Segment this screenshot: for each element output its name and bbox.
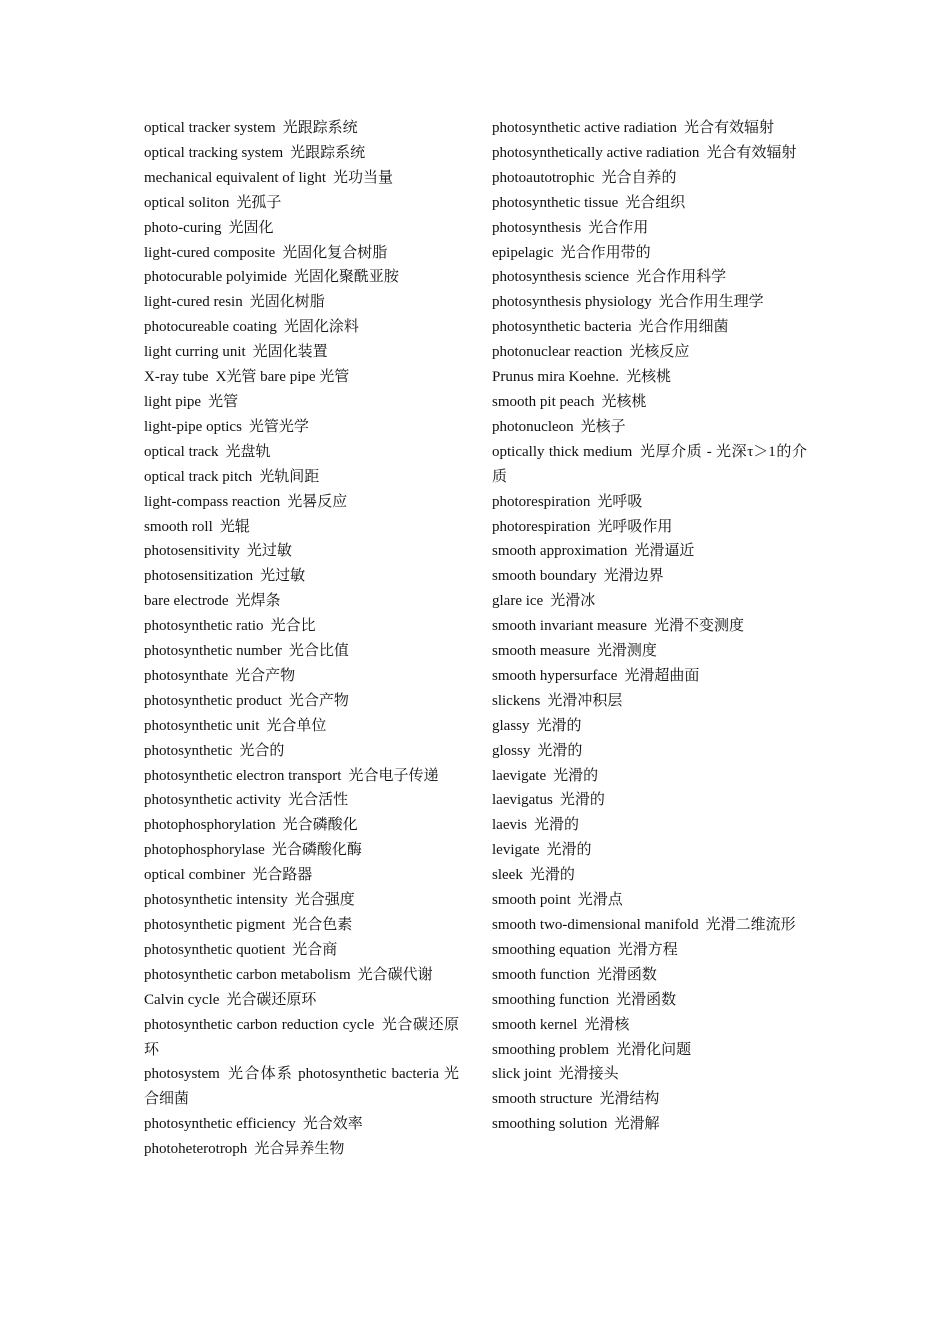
english-term: smooth kernel: [492, 1016, 578, 1033]
english-term: light-pipe optics: [144, 418, 242, 435]
chinese-term: 光合有效辐射: [706, 144, 797, 161]
chinese-term: 光滑的: [553, 767, 599, 784]
english-term: bare electrode: [144, 593, 229, 610]
glossary-entry: [144, 564, 459, 589]
english-term: photosynthate: [144, 667, 229, 684]
chinese-term: 光合自养的: [601, 169, 677, 186]
chinese-term: 光管光学: [248, 418, 309, 435]
english-term: light-cured composite: [144, 244, 276, 261]
chinese-term: 光合商: [292, 941, 338, 958]
english-term: smooth function: [492, 966, 590, 983]
english-term: light-cured resin: [144, 294, 243, 311]
glossary-entry: [144, 1112, 459, 1137]
english-term: photonuclear reaction: [492, 344, 623, 361]
chinese-term: 光滑的: [534, 817, 580, 834]
english-term: smooth pit peach: [492, 393, 595, 410]
chinese-term: 光固化涂料: [283, 319, 359, 336]
chinese-term: 光滑二维流形: [705, 917, 796, 933]
chinese-term: 光合作用生理学: [658, 294, 764, 311]
english-term: photosynthetic ratio: [144, 618, 264, 635]
glossary-entry: [144, 714, 459, 739]
glossary-entry: [492, 739, 807, 764]
glossary-entry: [144, 938, 459, 963]
english-term: smooth approximation: [492, 543, 628, 560]
chinese-term: 光合作用科学: [636, 269, 727, 286]
glossary-entry: [492, 714, 807, 739]
english-term: Calvin cycle: [144, 991, 220, 1008]
glossary-entry: [144, 141, 459, 166]
chinese-term: 光滑化问题: [616, 1041, 692, 1058]
glossary-entry: [144, 440, 459, 465]
chinese-term: 光固化复合树脂: [282, 244, 388, 261]
chinese-term: 光合产物: [288, 692, 349, 709]
chinese-term: 光滑方程: [617, 941, 678, 958]
glossary-entry: [492, 1013, 807, 1038]
glossary-entry: [492, 440, 807, 490]
english-term: photosynthetic number: [144, 643, 282, 660]
english-term: photosynthetic carbon reduction cycle: [144, 1016, 375, 1033]
english-term: smoothing problem: [492, 1041, 610, 1058]
glossary-entry: [492, 539, 807, 564]
chinese-term: 光合碳还原环: [226, 991, 317, 1008]
glossary-entry: [144, 539, 459, 564]
english-term: Prunus mira Koehne.: [492, 369, 620, 386]
english-term: smooth roll: [144, 518, 213, 535]
chinese-term: 光固化装置: [252, 344, 328, 361]
chinese-term: 光滑点: [577, 892, 623, 909]
glossary-entry: [492, 788, 807, 813]
glossary-entry: [144, 838, 459, 863]
chinese-term: 光滑函数: [616, 991, 677, 1008]
chinese-term: 光滑核: [584, 1016, 630, 1033]
english-term: levigate: [492, 842, 540, 859]
english-term: photosynthetic efficiency: [144, 1116, 296, 1133]
chinese-term: 光滑接头: [558, 1066, 619, 1083]
glossary-entry: [144, 764, 459, 789]
glossary-entry: [144, 415, 459, 440]
english-term: optical track pitch: [144, 468, 253, 485]
glossary-entry: [492, 1087, 807, 1112]
english-term: photoautotrophic: [492, 169, 595, 186]
chinese-term: 光合作用: [588, 219, 649, 236]
glossary-entry: [492, 963, 807, 988]
glossary-entry: [144, 1137, 459, 1162]
chinese-term: 光合比值: [288, 643, 349, 660]
english-term: photosynthetic pigment: [144, 917, 286, 933]
english-term: smooth hypersurface: [492, 667, 618, 684]
glossary-entry: [144, 813, 459, 838]
chinese-term: 光辊: [219, 518, 250, 535]
english-term: photorespiration: [492, 493, 591, 510]
english-term: glossy: [492, 742, 531, 759]
english-term: photosynthetic: [144, 742, 233, 759]
english-term: optically thick medium: [492, 443, 633, 460]
english-term: light-compass reaction: [144, 493, 281, 510]
glossary-entry: [492, 589, 807, 614]
chinese-term: 光合组织: [625, 194, 686, 211]
glossary-entry: [492, 265, 807, 290]
english-term: photosynthesis science: [492, 269, 630, 286]
glossary-entry: [144, 265, 459, 290]
chinese-term: 光滑的: [537, 742, 583, 759]
glossary-entry: [144, 340, 459, 365]
chinese-term: 光固化树脂: [249, 294, 325, 311]
glossary-entry: [492, 639, 807, 664]
english-term: smooth boundary: [492, 568, 597, 585]
english-term: smooth invariant measure: [492, 618, 647, 635]
chinese-term: 光核子: [580, 418, 626, 435]
english-term: photophosphorylation: [144, 817, 276, 834]
english-term: photosynthetic product: [144, 692, 282, 709]
chinese-term: 光合产物: [235, 667, 296, 684]
english-term: light curring unit: [144, 344, 246, 361]
english-term: sleek: [492, 867, 523, 884]
glossary-entry: [144, 290, 459, 315]
chinese-term: 光呼吸: [597, 493, 643, 510]
chinese-term: 光核桃: [626, 369, 672, 386]
chinese-term: 光合电子传递: [348, 767, 439, 784]
english-term: photo-curing: [144, 219, 222, 236]
english-term: smooth point: [492, 892, 571, 909]
glossary-entry: [144, 241, 459, 266]
english-term: photosynthetic quotient: [144, 941, 286, 958]
english-term: laevigate: [492, 767, 547, 784]
glossary-entry: [492, 166, 807, 191]
chinese-term: 光滑的: [529, 867, 575, 884]
english-term: slick joint: [492, 1066, 552, 1083]
english-term: slickens: [492, 692, 541, 709]
glossary-entry: [492, 938, 807, 963]
english-term: photocurable polyimide: [144, 269, 287, 286]
glossary-entry: [492, 1062, 807, 1087]
chinese-term: 光滑结构: [599, 1091, 660, 1108]
glossary-entry: [144, 589, 459, 614]
glossary-entry: [492, 863, 807, 888]
chinese-term: 光滑不变测度: [653, 618, 744, 635]
glossary-entry: [144, 888, 459, 913]
glossary-entry: [492, 988, 807, 1013]
chinese-term: 光滑测度: [596, 643, 657, 660]
chinese-term: 光轨间距: [259, 468, 320, 485]
glossary-entry: [144, 465, 459, 490]
chinese-term: X光管 bare pipe 光管: [215, 369, 350, 386]
chinese-term: 光合活性: [288, 792, 349, 809]
glossary-entry: [144, 490, 459, 515]
glossary-entry: [144, 689, 459, 714]
chinese-term: 光厚介质 - 光深τ＞1的介质: [492, 443, 807, 485]
chinese-term: 光滑的: [536, 717, 582, 734]
glossary-entry: [144, 116, 459, 141]
chinese-term: 光滑函数: [596, 966, 657, 983]
glossary-entry: [492, 614, 807, 639]
chinese-term: 光合强度: [294, 892, 355, 909]
glossary-entry: [144, 664, 459, 689]
glossary-entry: [492, 913, 807, 938]
glossary-entry: [144, 1062, 459, 1112]
english-term: photosynthetic unit: [144, 717, 260, 734]
chinese-term: 光合比: [270, 618, 316, 635]
chinese-term: 光合单位: [266, 717, 327, 734]
glossary-entry: [144, 988, 459, 1013]
chinese-term: 光滑逼近: [634, 543, 695, 560]
glossary-entry: [492, 1038, 807, 1063]
glossary-entry: [492, 191, 807, 216]
glossary-entry: [492, 490, 807, 515]
chinese-term: 光焊条: [235, 593, 281, 610]
chinese-term: 光滑冰: [550, 593, 596, 610]
english-term: photosynthetic electron transport: [144, 767, 342, 784]
chinese-term: 光功当量: [333, 169, 394, 186]
chinese-term: 光合色素: [292, 917, 353, 933]
glossary-entry: [144, 1013, 459, 1063]
english-term: glassy: [492, 717, 530, 734]
chinese-term: 光滑边界: [603, 568, 664, 585]
glossary-entry: [492, 813, 807, 838]
chinese-term: 光跟踪系统: [282, 120, 358, 136]
glossary-entry: [492, 564, 807, 589]
english-term: photosynthetic tissue: [492, 194, 619, 211]
glossary-entry: [144, 863, 459, 888]
chinese-term: 光滑的: [546, 842, 592, 859]
glossary-entry: [492, 888, 807, 913]
glossary-entry: [144, 788, 459, 813]
right-column: [492, 116, 807, 1137]
glossary-entry: [492, 415, 807, 440]
chinese-term: 光滑冲积层: [547, 692, 623, 709]
english-term: photosynthetically active radiation: [492, 144, 700, 161]
english-term: photosynthetic carbon metabolism: [144, 966, 351, 983]
glossary-entry: [144, 191, 459, 216]
chinese-term: 光合作用细菌: [638, 319, 729, 336]
glossary-entry: [144, 614, 459, 639]
chinese-term: 光呼吸作用: [597, 518, 673, 535]
english-term: optical tracking system: [144, 144, 284, 161]
chinese-term: 光合有效辐射: [683, 120, 774, 136]
chinese-term: 光合异养生物: [254, 1141, 345, 1158]
english-term: photosensitization: [144, 568, 254, 585]
glossary-entry: [492, 315, 807, 340]
chinese-term: 光核桃: [601, 393, 647, 410]
english-term: mechanical equivalent of light: [144, 169, 327, 186]
english-term: smooth two-dimensional manifold: [492, 917, 699, 933]
glossary-entry: [492, 390, 807, 415]
glossary-entry: [144, 390, 459, 415]
glossary-entry: [492, 838, 807, 863]
chinese-term: 光固化聚酰亚胺: [293, 269, 399, 286]
glossary-entry: [144, 913, 459, 938]
english-term: optical track: [144, 443, 219, 460]
english-term: photorespiration: [492, 518, 591, 535]
english-term: epipelagic: [492, 244, 554, 261]
chinese-term: 光固化: [228, 219, 274, 236]
english-term: photosynthetic activity: [144, 792, 282, 809]
chinese-term: 光合碳还原环: [144, 1016, 459, 1058]
chinese-term: 光合的: [239, 742, 285, 759]
chinese-term: 光合磷酸化酶: [271, 842, 362, 859]
english-term: optical combiner: [144, 867, 246, 884]
glossary-entry: [492, 216, 807, 241]
glossary-entry: [492, 515, 807, 540]
chinese-term: 光合体系 photosynthetic bacteria 光合细菌: [144, 1066, 459, 1108]
glossary-entry: [144, 216, 459, 241]
glossary-entry: [492, 764, 807, 789]
chinese-term: 光滑解: [614, 1116, 660, 1133]
glossary-entry: [492, 340, 807, 365]
glossary-entry: [492, 365, 807, 390]
english-term: smoothing solution: [492, 1116, 608, 1133]
chinese-term: 光合磷酸化: [282, 817, 358, 834]
chinese-term: 光滑的: [559, 792, 605, 809]
english-term: photosensitivity: [144, 543, 240, 560]
english-term: photosynthetic bacteria: [492, 319, 632, 336]
glossary-entry: [492, 689, 807, 714]
glossary-entry: [492, 1112, 807, 1137]
english-term: photosynthetic active radiation: [492, 120, 677, 136]
left-column: [144, 116, 459, 1162]
english-term: smoothing equation: [492, 941, 611, 958]
glossary-entry: [144, 315, 459, 340]
english-term: smooth measure: [492, 643, 590, 660]
english-term: laevis: [492, 817, 527, 834]
english-term: smoothing function: [492, 991, 610, 1008]
chinese-term: 光合作用带的: [560, 244, 651, 261]
glossary-entry: [144, 639, 459, 664]
english-term: photosynthesis physiology: [492, 294, 652, 311]
chinese-term: 光核反应: [629, 344, 690, 361]
english-term: laevigatus: [492, 792, 553, 809]
chinese-term: 光晷反应: [287, 493, 348, 510]
glossary-entry: [492, 141, 807, 166]
english-term: light pipe: [144, 393, 202, 410]
english-term: optical tracker system: [144, 120, 276, 136]
english-term: smooth structure: [492, 1091, 593, 1108]
english-term: photoheterotroph: [144, 1141, 248, 1158]
chinese-term: 光合路器: [252, 867, 313, 884]
chinese-term: 光跟踪系统: [290, 144, 366, 161]
chinese-term: 光滑超曲面: [624, 667, 700, 684]
english-term: photosystem: [144, 1066, 220, 1083]
glossary-entry: [144, 739, 459, 764]
english-term: glare ice: [492, 593, 544, 610]
english-term: photocureable coating: [144, 319, 277, 336]
chinese-term: 光孤子: [236, 194, 282, 211]
english-term: photosynthetic intensity: [144, 892, 288, 909]
glossary-entry: [492, 241, 807, 266]
glossary-entry: [144, 963, 459, 988]
english-term: photosynthesis: [492, 219, 582, 236]
chinese-term: 光盘轨: [225, 443, 271, 460]
glossary-entry: [144, 515, 459, 540]
chinese-term: 光合效率: [302, 1116, 363, 1133]
chinese-term: 光过敏: [260, 568, 306, 585]
english-term: X-ray tube: [144, 369, 209, 386]
glossary-entry: [492, 290, 807, 315]
glossary-entry: [144, 365, 459, 390]
english-term: photonucleon: [492, 418, 574, 435]
chinese-term: 光管: [208, 393, 239, 410]
chinese-term: 光过敏: [246, 543, 292, 560]
glossary-entry: [492, 116, 807, 141]
english-term: photophosphorylase: [144, 842, 265, 859]
chinese-term: 光合碳代谢: [357, 966, 433, 983]
glossary-entry: [492, 664, 807, 689]
english-term: optical soliton: [144, 194, 230, 211]
glossary-entry: [144, 166, 459, 191]
